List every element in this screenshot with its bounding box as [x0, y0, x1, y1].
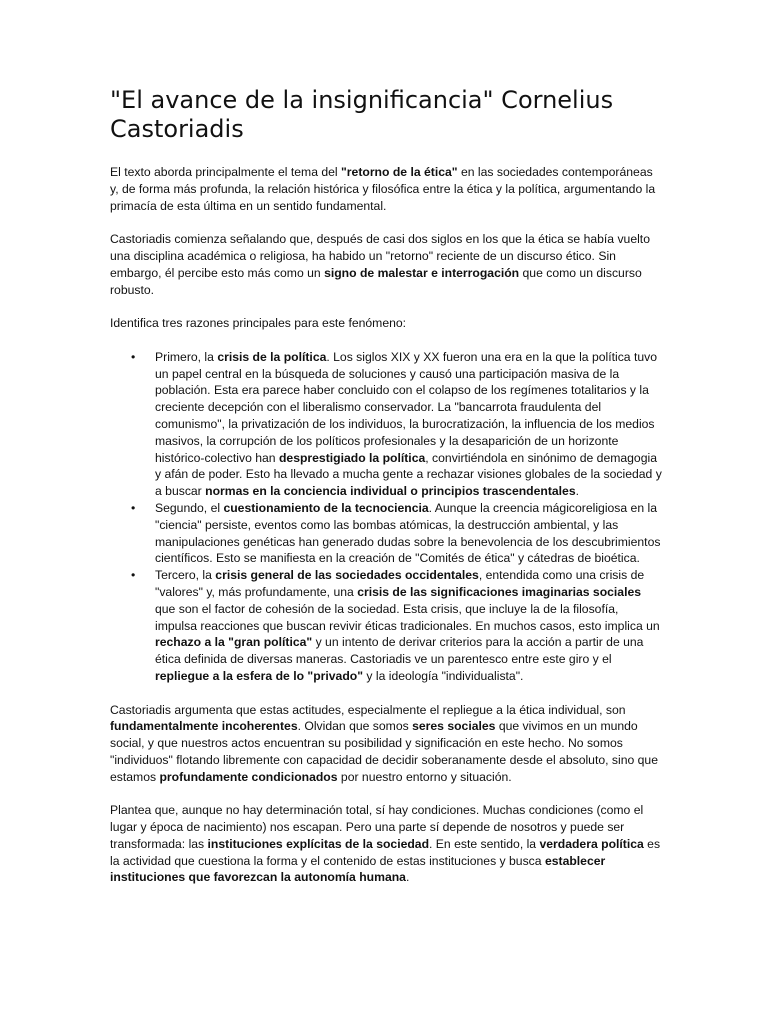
bold-text: desprestigiado la política [278, 450, 426, 465]
bold-text: crisis general de las sociedades occidentales [215, 568, 479, 583]
paragraph-intro: El texto aborda principalmente el tema del "retorno de la ética" en las sociedades contemporáneas y, de forma más profunda, la relación histórica y filosófica entre la ética y la política, argumentando la primacía de esta última en un sentido fundamental. [110, 165, 656, 213]
bullet-icon: • [131, 349, 136, 364]
bold-text: signo de malestar e interrogación [324, 265, 520, 280]
list-item [131, 349, 662, 500]
document-title: "El avance de la insignificancia" Cornelius Castoriadis [110, 86, 614, 143]
list-item-text: Tercero, la crisis general de las sociedades occidentales, entendida como una crisis de "valores" y, más profundamente, una crisis de las significaciones imaginarias sociales que son el factor de cohesión de la sociedad. Esta crisis, que incluye la de la filosofía, impulsa reacciones que buscan revivir éticas tradicionales. En muchos casos, esto implica un rechazo a la "gran política" y un intento de derivar criterios para la acción a partir de una ética definida de diversas maneras. Castoriadis ve un parentesco entre este giro y el repliegue a la esfera de lo "privado" y la ideología "individualista". [155, 568, 660, 683]
bold-text: crisis de la política [217, 349, 327, 364]
bold-text: crisis de las significaciones imaginarias sociales [357, 584, 642, 599]
bullet-icon: • [131, 568, 136, 583]
bold-text: normas en la conciencia individual o principios trascendentales [205, 484, 576, 499]
bold-text: profundamente condicionados [159, 769, 338, 784]
reasons-list [110, 349, 662, 685]
bullet-icon: • [131, 500, 136, 515]
paragraph-true-politics: Plantea que, aunque no hay determinación total, sí hay condiciones. Muchas condiciones (como el lugar y época de nacimiento) nos escapan. Pero una parte sí depende de nosotros y puede ser transformada: las instituciones explícitas de la sociedad. En este sentido, la verdadera política es la actividad que cuestiona la forma y el contenido de estas instituciones y busca establecer instituciones que favorezcan la autonomía humana. [110, 803, 661, 885]
bold-text: repliegue a la esfera de lo "privado" [155, 668, 363, 683]
bold-text: instituciones explícitas de la sociedad [207, 836, 430, 851]
paragraph-three-reasons: Identifica tres razones principales para este fenómeno: [110, 316, 407, 331]
bold-text: fundamentalmente incoherentes [110, 719, 298, 734]
paragraph-incoherence: Castoriadis argumenta que estas actitudes, especialmente el repliegue a la ética individual, son fundamentalmente incoherentes. Olvidan que somos seres sociales que vivimos en un mundo social, y que nuestros actos encuentran su posibilidad y significación en este hecho. No somos "individuos" flotando libremente con capacidad de decidir soberanamente desde el absoluto, sino que estamos profundamente condicionados por nuestro entorno y situación. [110, 702, 658, 784]
document-page [110, 86, 662, 903]
paragraph-return-of-ethics: Castoriadis comienza señalando que, después de casi dos siglos en los que la ética se había vuelto una disciplina académica o religiosa, ha habido un "retorno" reciente de un discurso ético. Sin embargo, él percibe esto más como un signo de malestar e interrogación que como un discurso robusto. [110, 232, 650, 297]
list-item [131, 567, 662, 685]
bold-text: verdadera política [539, 836, 644, 851]
list-item-text: Primero, la crisis de la política. Los siglos XIX y XX fueron una era en la que la política tuvo un papel central en la búsqueda de soluciones y causó una participación masiva de la población. Esta era parece haber concluido con el colapso de los regímenes totalitarios y la creciente decepción con el liberalismo conservador. La "bancarrota fraudulenta del comunismo", la privatización de los individuos, la burocratización, la influencia de los medios masivos, la corrupción de los políticos profesionales y la desaparición de un horizonte histórico-colectivo han desprestigiado la política, convirtiéndola en sinónimo de demagogia y afán de poder. Esto ha llevado a mucha gente a rechazar visiones globales de la sociedad y a buscar normas en la conciencia individual o principios trascendentales. [155, 349, 662, 499]
bold-text: "retorno de la ética" [341, 165, 458, 179]
list-item-text: Segundo, el cuestionamiento de la tecnociencia. Aunque la creencia mágicoreligiosa en la "ciencia" persiste, eventos como las bombas atómicas, la destrucción ambiental, y las manipulaciones genéticas han generado dudas sobre la benevolencia de los descubrimientos científicos. Esto se manifiesta en la creación de "Comités de ética" y cátedras de bioética. [155, 500, 661, 566]
bold-text: cuestionamiento de la tecnociencia [223, 500, 429, 515]
bold-text: seres sociales [412, 719, 496, 734]
bold-text: establecer instituciones que favorezcan la autonomía humana [110, 853, 606, 885]
bold-text: rechazo a la "gran política" [155, 635, 313, 650]
list-item [131, 500, 662, 567]
